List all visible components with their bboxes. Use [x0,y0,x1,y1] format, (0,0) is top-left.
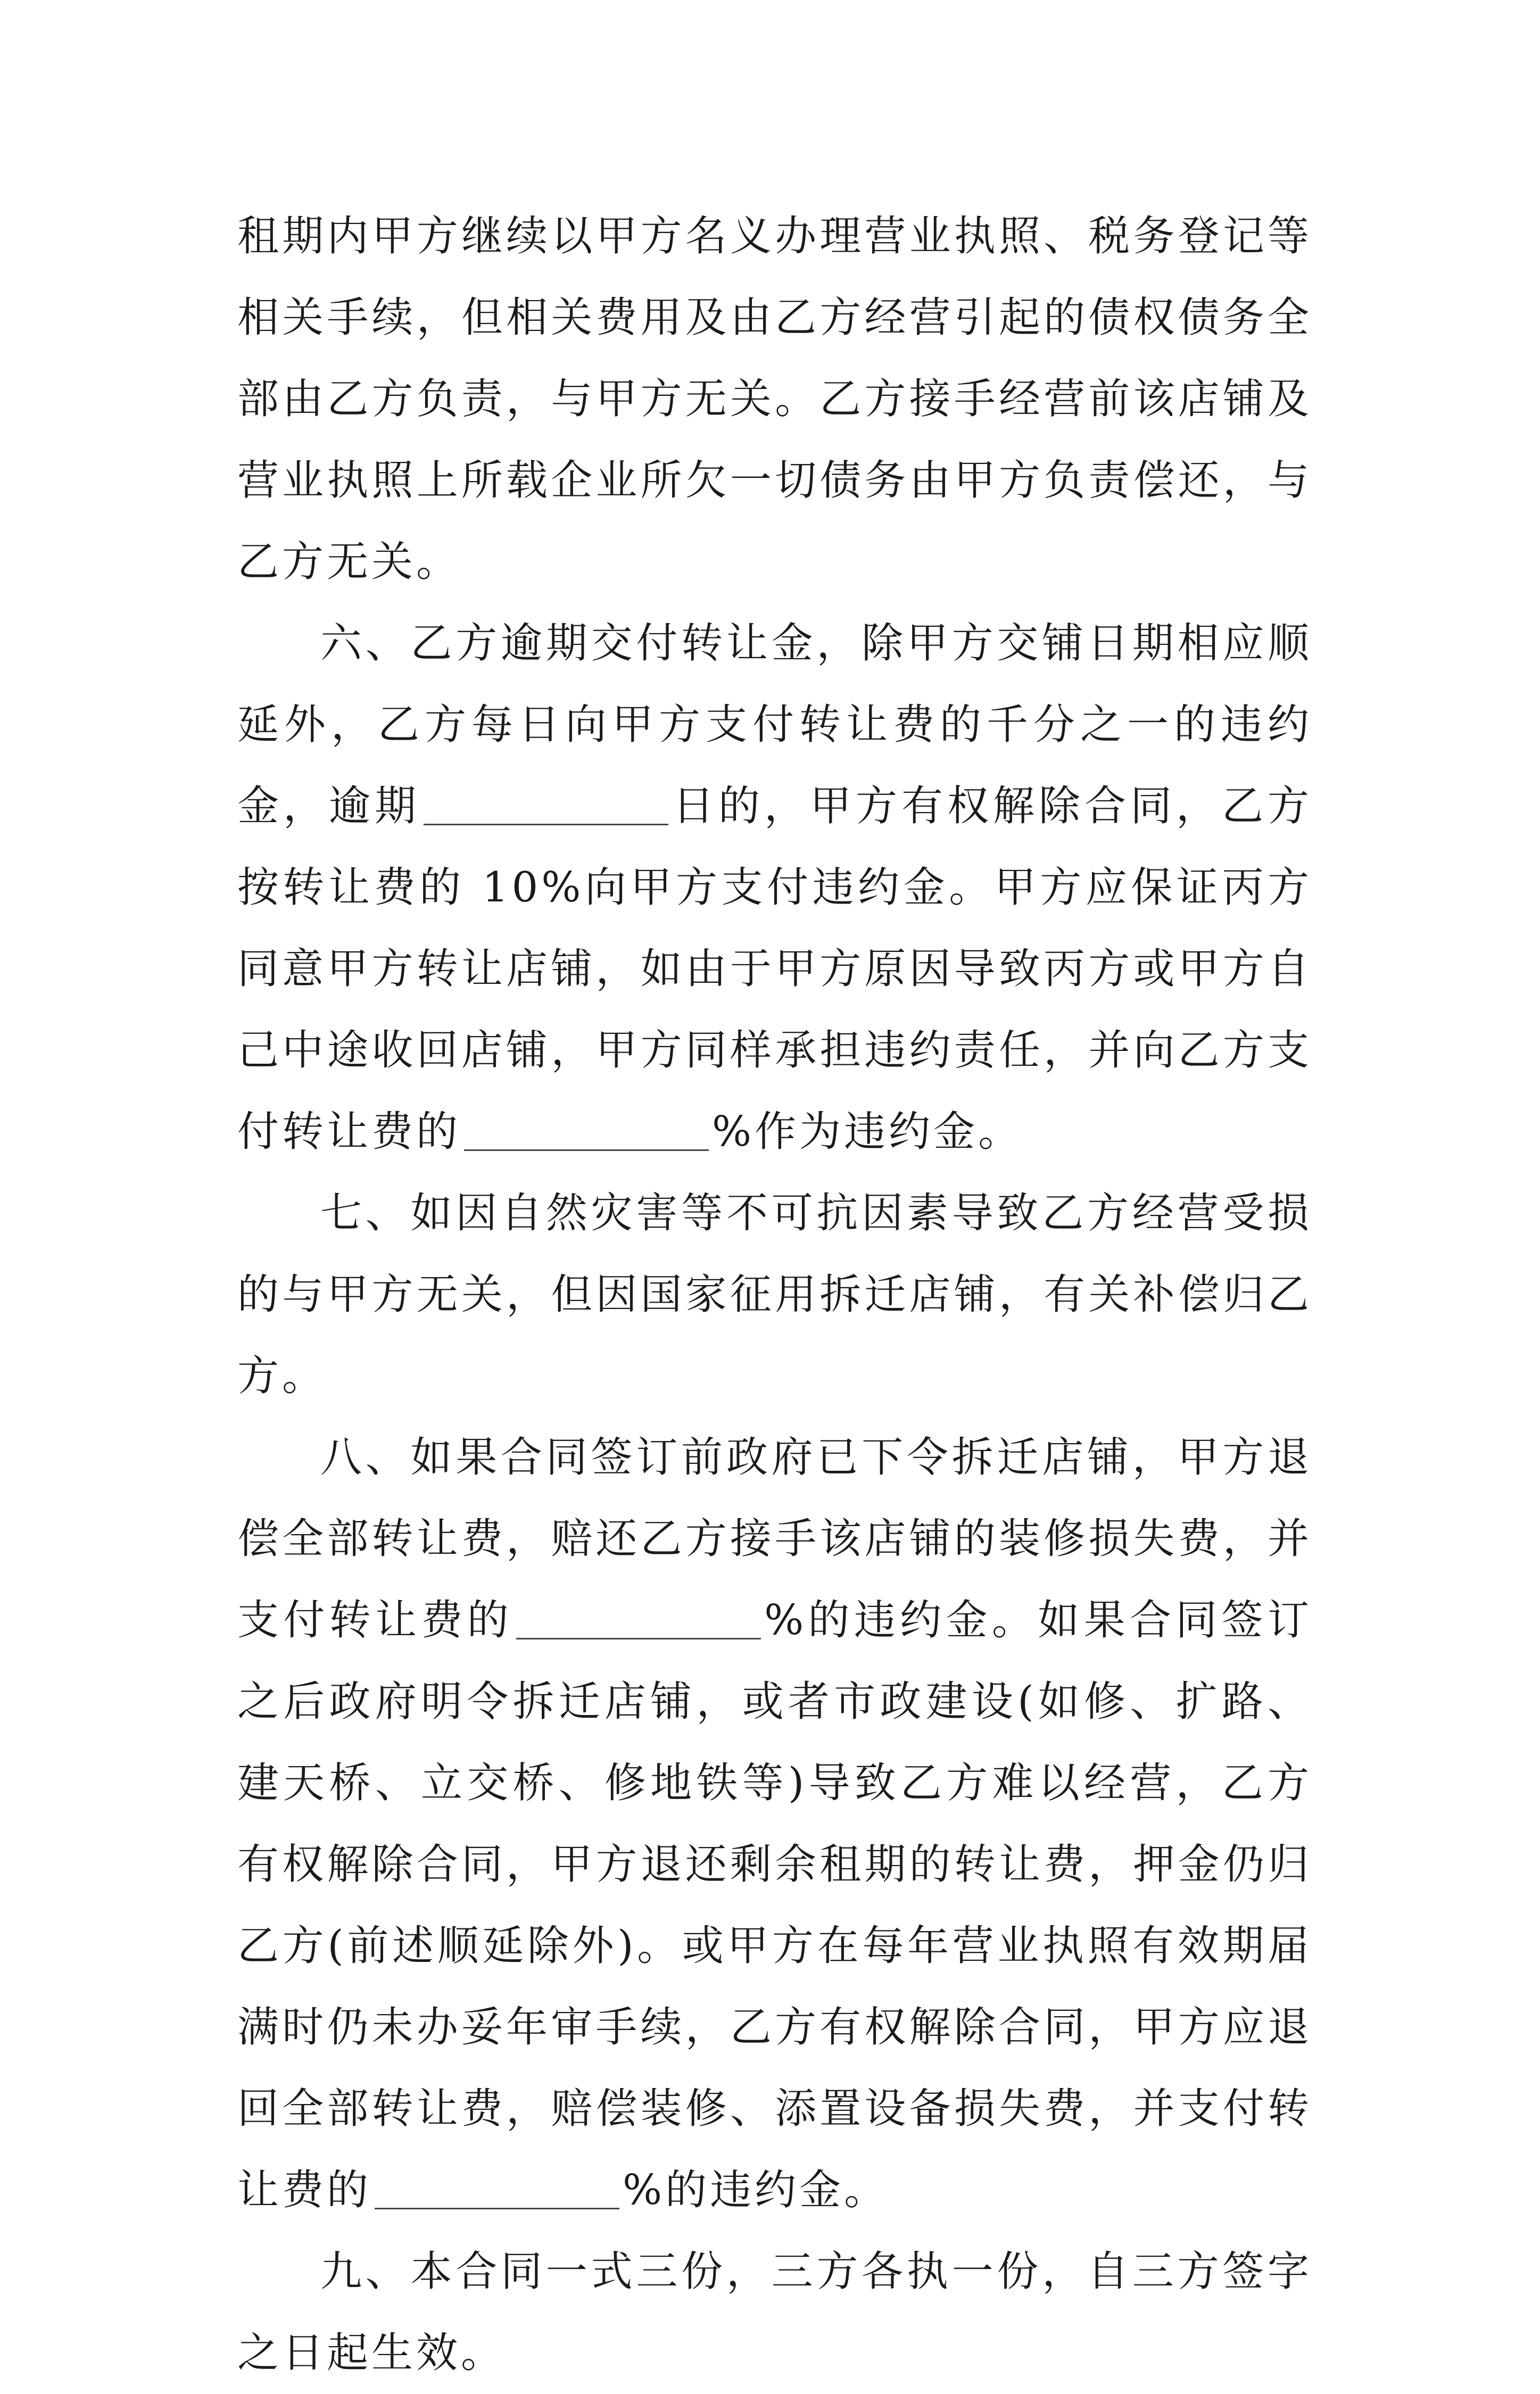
paragraph-text: %的违约金。 [623,2166,889,2214]
paragraph-7 [237,1173,1312,1417]
fill-in-blank[interactable] [464,1108,709,1151]
paragraph-8 [237,1417,1312,2231]
paragraph-5-continuation [237,196,1312,603]
fill-in-blank[interactable] [516,1596,761,1639]
paragraph-6 [237,603,1312,1173]
paragraph-text: 租期内甲方继续以甲方名义办理营业执照、税务登记等相关手续，但相关费用及由乙方经营引起的债权债务全部由乙方负责，与甲方无关。乙方接手经营前该店铺及营业执照上所载企业所欠一切债务由甲方负责偿还，与乙方无关。 [237,212,1312,586]
paragraph-text: %的违约金。如果合同签订之后政府明令拆迁店铺，或者市政建设(如修、扩路、建天桥、立交桥、修地铁等)导致乙方难以经营，乙方有权解除合同，甲方退还剩余租期的转让费，押金仍归乙方(前述顺延除外)。或甲方在每年营业执照有效期届满时仍未办妥年审手续，乙方有权解除合同，甲方应退回全部转让费，赔偿装修、添置设备损失费，并支付转让费的 [237,1596,1312,2214]
paragraph-text: 九、本合同一式三份，三方各执一份，自三方签字之日起生效。 [237,2248,1312,2377]
paragraph-text: 七、如因自然灾害等不可抗因素导致乙方经营受损的与甲方无关，但因国家征用拆迁店铺，有关补偿归乙方。 [237,1189,1312,1400]
document-page [237,196,1312,2394]
fill-in-blank[interactable] [424,782,668,825]
paragraph-text: %作为违约金。 [712,1108,1023,1156]
paragraph-text: 日的，甲方有权解除合同，乙方按转让费的 10%向甲方支付违约金。甲方应保证丙方同意甲方转让店铺，如由于甲方原因导致丙方或甲方自己中途收回店铺，甲方同样承担违约责任，并向乙方支付转让费的 [237,782,1312,1156]
paragraph-text: 六、乙方逾期交付转让金，除甲方交铺日期相应顺延外，乙方每日向甲方支付转让费的千分之一的违约金，逾期 [237,619,1312,830]
paragraph-text: 八、如果合同签订前政府已下令拆迁店铺，甲方退偿全部转让费，赔还乙方接手该店铺的装修损失费，并支付转让费的 [237,1434,1312,1644]
paragraph-9 [237,2231,1312,2394]
fill-in-blank[interactable] [375,2166,619,2209]
